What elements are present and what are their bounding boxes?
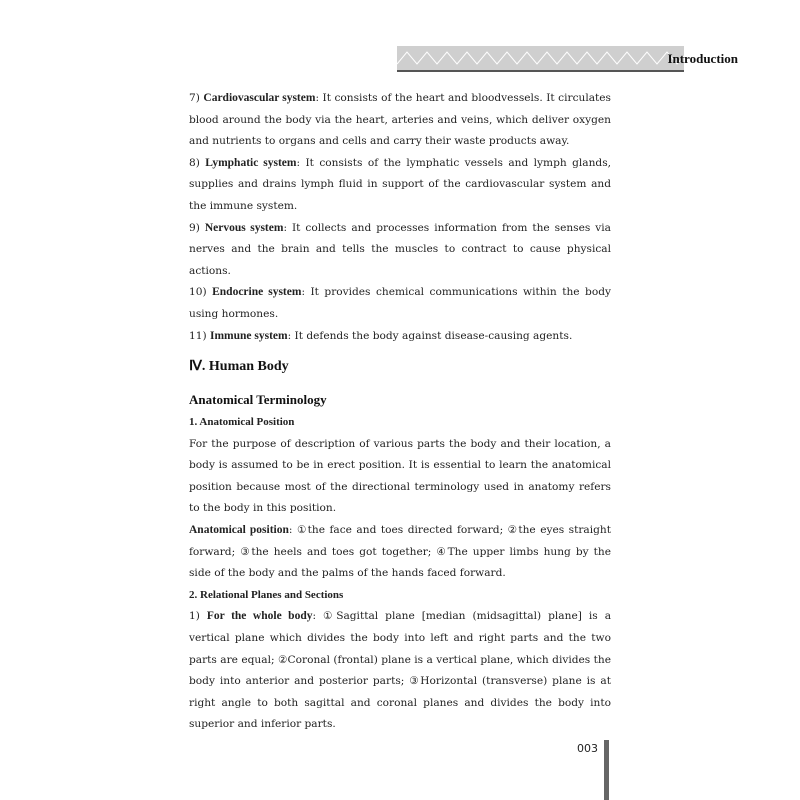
systems-list: [189, 88, 611, 347]
term-immune: Immune system: [210, 329, 288, 342]
term-nervous: Nervous system: [204, 221, 284, 234]
anatomical-position-heading: 1. Anatomical Position: [189, 416, 295, 428]
running-header-title: Introduction: [667, 51, 738, 66]
section-title: Ⅳ. Human Body: [189, 359, 289, 374]
list-item: 11) Immune system: It defends the body against disease-causing agents.: [189, 329, 573, 342]
list-item: 10) Endocrine system: It provides chemical communications within the body using hormones.: [189, 286, 611, 320]
term-endocrine: Endocrine system: [212, 286, 302, 299]
subsection-title: Anatomical Terminology: [189, 392, 327, 407]
planes-heading: 2. Relational Planes and Sections: [189, 588, 344, 601]
anatomical-position-definition: Anatomical position: ①the face and toes directed forward; ②the eyes straight forward; ③the heels and toes got together; ④The upper limbs hung by the side of the body and the palms of the hands faced forward.: [189, 523, 611, 580]
term-cardiovascular: Cardiovascular system: [203, 92, 316, 104]
header-band: [397, 46, 684, 72]
term-lymphatic: Lymphatic system: [205, 156, 297, 169]
page-number: 003: [577, 742, 598, 755]
page-edge-bar: [604, 740, 609, 800]
header-zigzag-pattern: [397, 46, 684, 70]
anatomical-position-paragraph: For the purpose of description of various parts the body and their location, a body is assumed to be in erect position. It is essential to learn the anatomical position because most of the directional terminology used in anatomy refers to the body in this position.: [189, 437, 611, 515]
list-item: 7) Cardiovascular system: It consists of the heart and bloodvessels. It circulates blood around the body via the heart, arteries and veins, which deliver oxygen and nutrients to organs and cells and carry their waste products away.: [189, 92, 611, 148]
list-item: 8) Lymphatic system: It consists of the lymphatic vessels and lymph glands, supplies and drains lymph fluid in support of the cardiovascular system and the immune system.: [189, 156, 612, 212]
list-item: 9) Nervous system: It collects and processes information from the senses via nerves and the brain and tells the muscles to contract to cause physical actions.: [189, 221, 611, 277]
terminology-body: [189, 412, 611, 736]
planes-paragraph: 1) For the whole body: ①Sagittal plane [median (midsagittal) plane] is a vertical plane which divides the body into left and right parts and the two parts are equal; ②Coronal (frontal) plane is a vertical plane, which divides the body into anterior and posterior parts; ③Horizontal (transverse) plane is at right angle to both sagittal and coronal planes and divides the body into superior and inferior parts.: [189, 610, 612, 731]
